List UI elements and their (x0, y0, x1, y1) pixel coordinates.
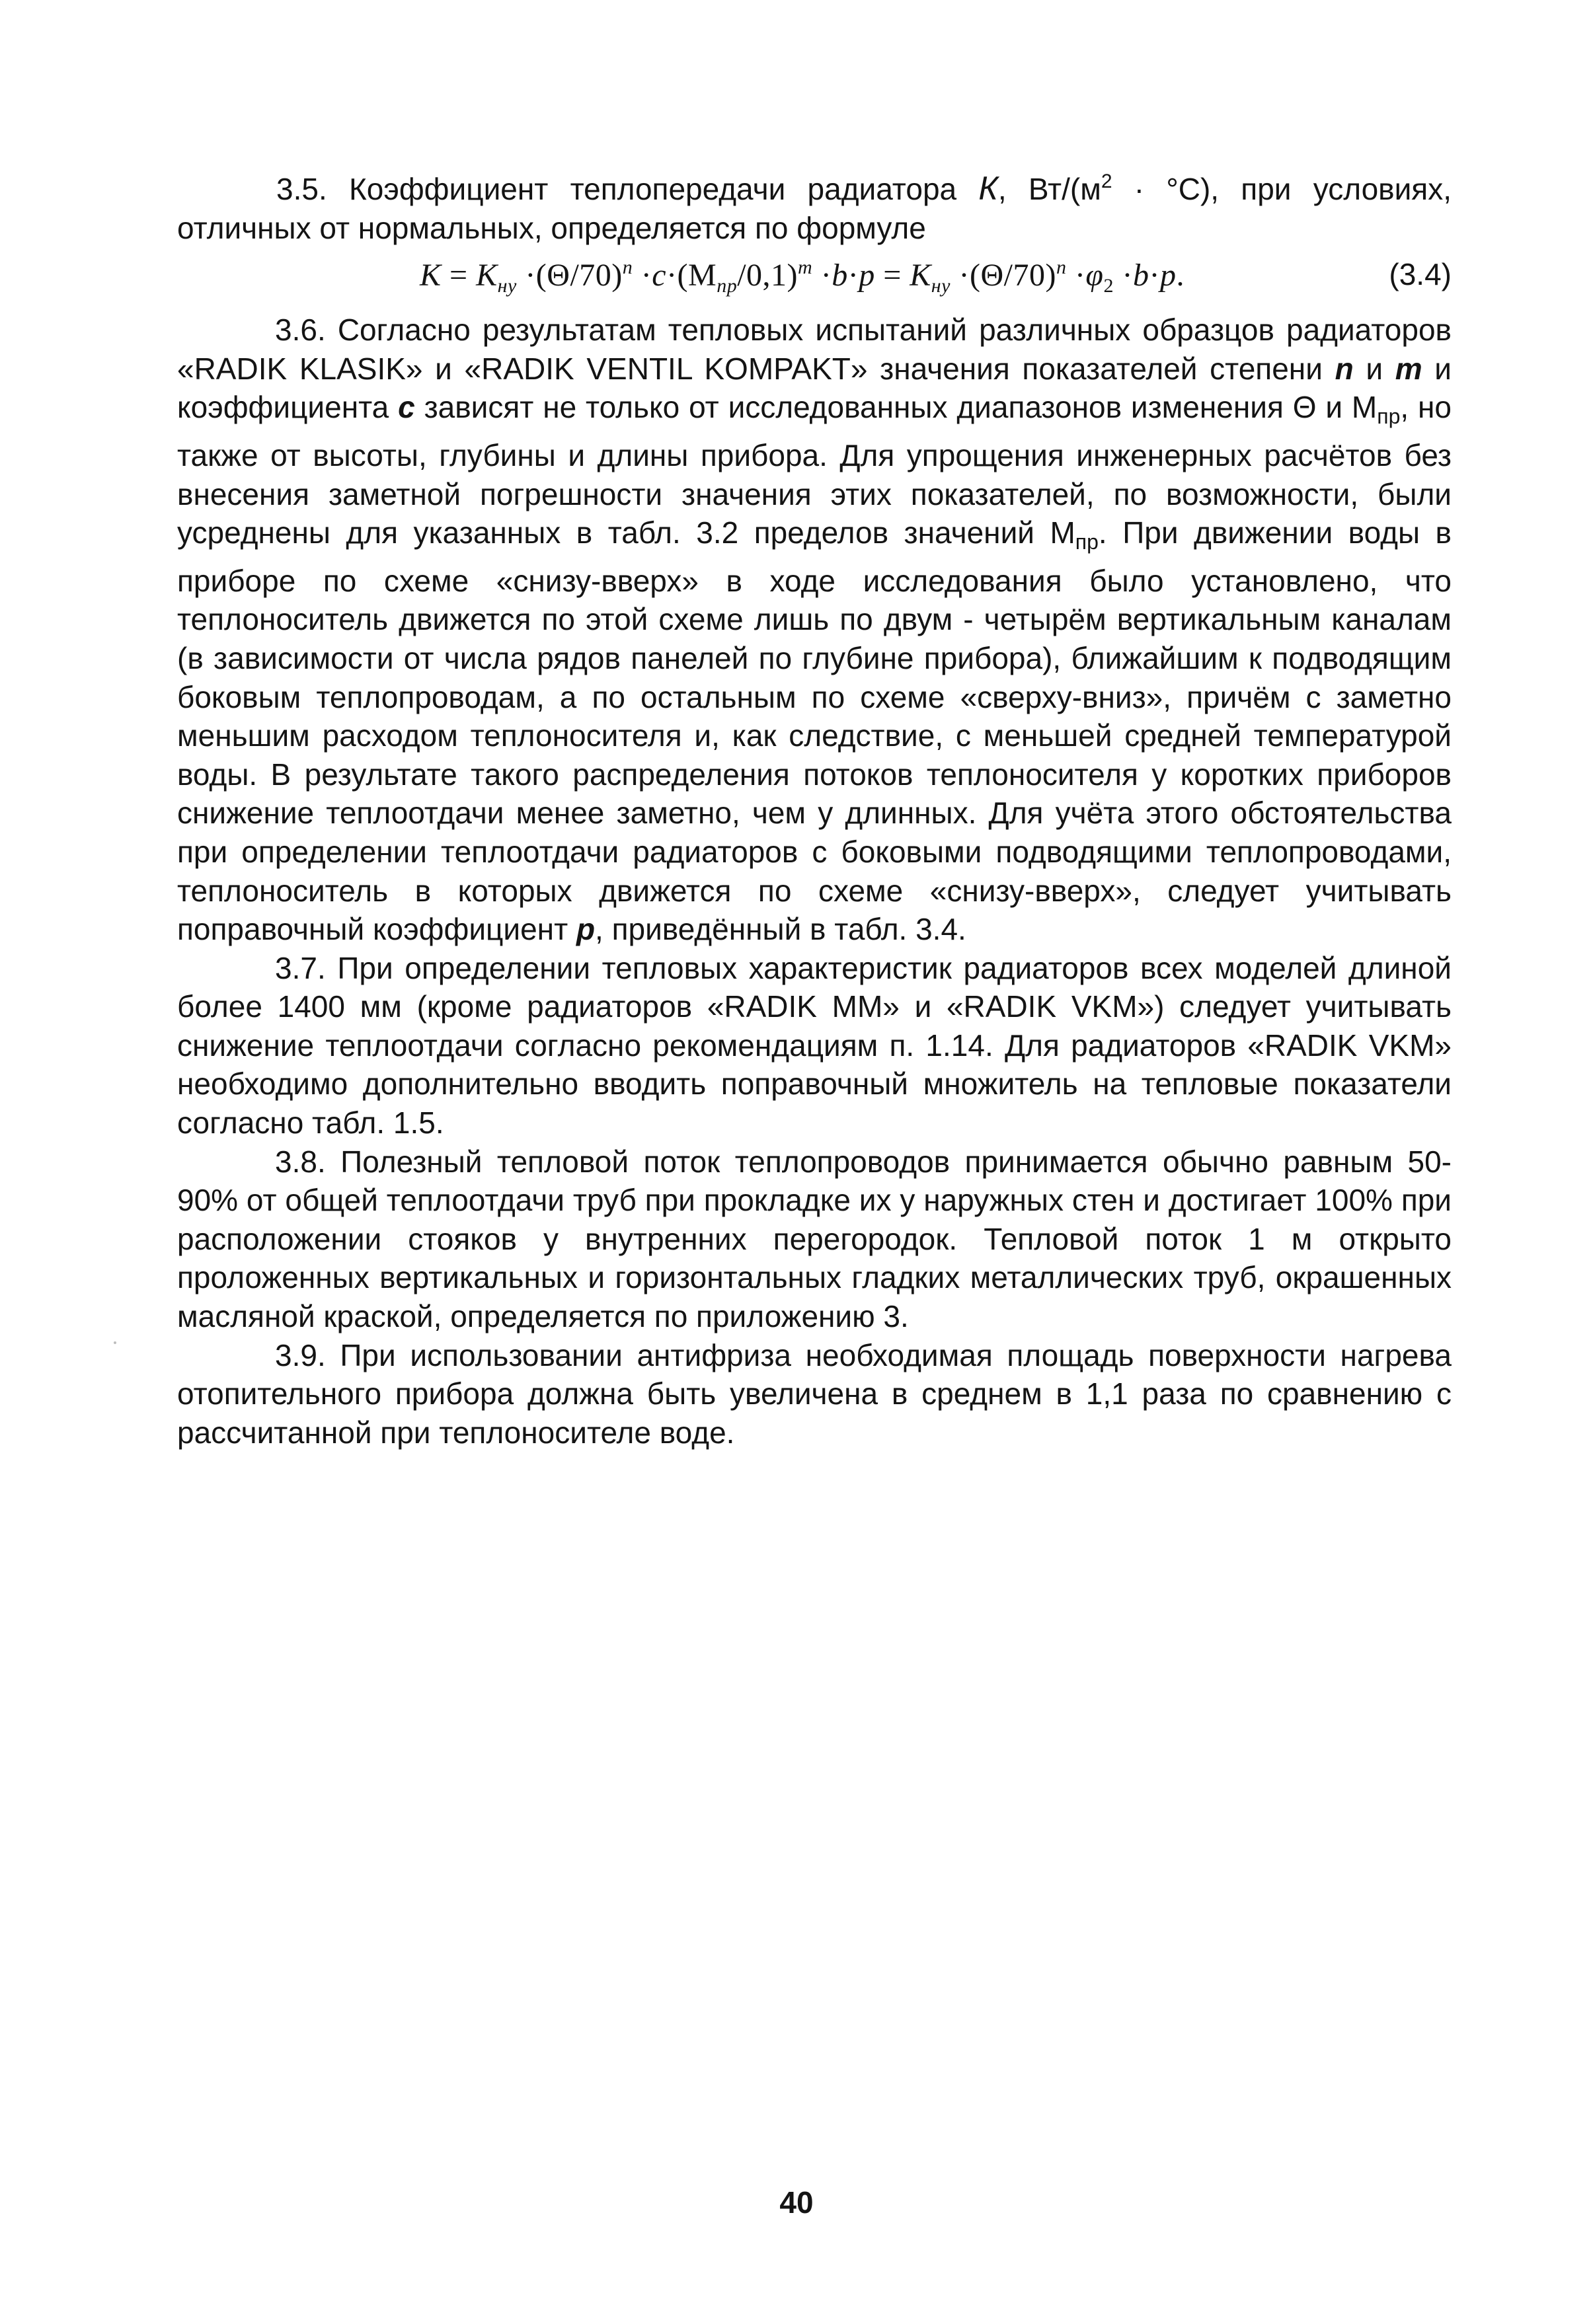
paragraph-3-6: 3.6. Согласно результатам тепловых испытаний различных образцов радиаторов «RADIK KLASIK» и «RADIK VENTIL KOMPAKT» значения показателей степени n и m и коэффициента с зависят не только от исследованных диапазонов изменения Θ и $М_{пр}$, но также от высоты, глубины и длины прибора. Для упрощения инженерных расчётов без внесения заметной погрешности значения этих показателей, по возможности, были усреднены для указанных в табл. 3.2 пределов значений $М_{пр}$. При движении воды в приборе по схеме «снизу-вверх» в ходе исследования было установлено, что теплоноситель движется по этой схеме лишь по двум - четырём вертикальным каналам (в зависимости от числа рядов панелей по глубине прибора), ближайшим к подводящим боковым теплопроводам, а по остальным по схеме «сверху-вниз», причём с заметно меньшим расходом теплоносителя и, как следствие, с меньшей средней температурой воды. В результате такого распределения потоков теплоносителя у коротких приборов снижение теплоотдачи менее заметно, чем у длинных. Для учёта этого обстоятельства при определении теплоотдачи радиаторов с боковыми подводящими теплопроводами, теплоноситель в которых движется по схеме «снизу-вверх», следует учитывать поправочный коэффициент р, приведённый в табл. 3.4. (177, 313, 1452, 947)
symbol-c: с (398, 390, 415, 425)
page-body (177, 163, 1452, 1452)
symbol-n: n (1335, 351, 1354, 386)
symbol-p: р (576, 912, 596, 947)
p35-unit: , Вт/(м (997, 172, 1101, 206)
paragraph-3-5 (177, 163, 1452, 247)
paragraph-3-8: 3.8. Полезный тепловой поток теплопроводов принимается обычно равным 50-90% от общей теплоотдачи труб при прокладке их у наружных стен и достигает 100% при расположении стояков у внутренних перегородок. Тепловой поток 1 м открыто проложенных вертикальных и горизонтальных гладких металлических труб, окрашенных масляной краской, определяется по приложению 3. (177, 1144, 1452, 1334)
scan-speck (114, 1341, 116, 1344)
paragraph-3-9: 3.9. При использовании антифриза необходимая площадь поверхности нагрева отопительного прибора должна быть увеличена в среднем в 1,1 раза по сравнению с рассчитанной при теплоносителе воде. (177, 1337, 1452, 1450)
p35-unit-exponent: 2 (1101, 170, 1112, 192)
formula-3-4 (177, 252, 1452, 309)
p35-text-cont: · °С), при условиях, отличных от нормальных, определяется по формуле (177, 172, 1452, 245)
page-number: 40 (779, 2185, 814, 2220)
paragraph-3-7: 3.7. При определении тепловых характеристик радиаторов всех моделей длиной более 1400 мм (кроме радиаторов «RADIK MM» и «RADIK VKM») следует учитывать снижение теплоотдачи согласно рекомендациям п. 1.14. Для радиаторов «RADIK VKM» необходимо дополнительно вводить поправочный множитель на тепловые показатели согласно табл. 1.5. (177, 950, 1452, 1141)
symbol-m: m (1395, 351, 1422, 386)
symbol-k: К (978, 170, 998, 207)
formula-number: (3.4) (1389, 257, 1452, 292)
formula-expression: $K = K_{ну} \cdot(\Theta/70)^n \cdot c\cdot(M_{пр}/0,1)^m \cdot b\cdot p = K_{ну} \cdot(\Theta/70)^n \cdot\varphi_2 \cdot b\cdot p$. (420, 256, 1185, 297)
p35-text: 3.5. Коэффициент теплопередачи радиатора (276, 172, 979, 206)
